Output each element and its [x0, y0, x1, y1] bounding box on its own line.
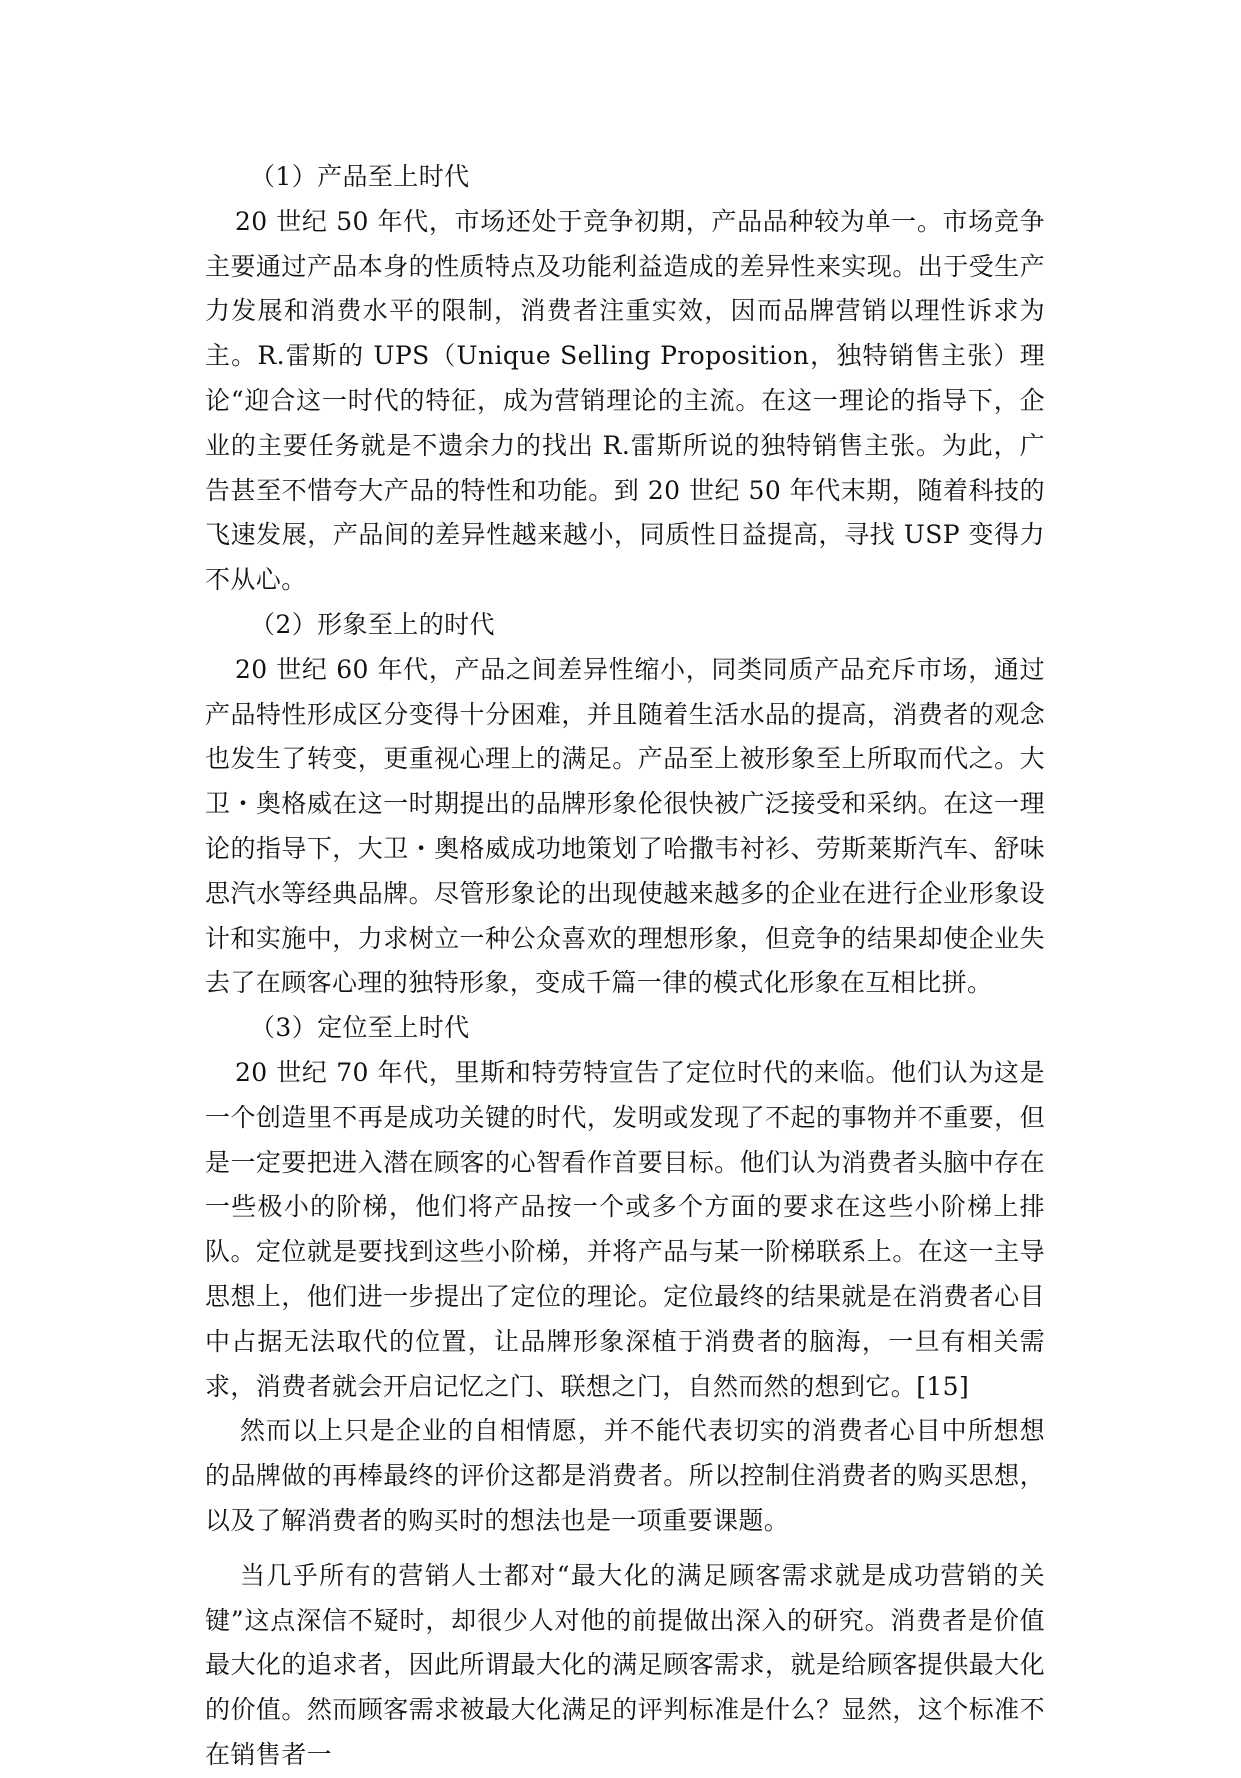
paragraph-product-era: 20 世纪 50 年代，市场还处于竞争初期，产品品种较为单一。市场竞争主要通过产品本身的性质特点及功能利益造成的差异性来实现。出于受生产力发展和消费水平的限制，消费者注重实效，因而品牌营销以理性诉求为主。R.雷斯的 UPS（Unique Selling Proposition，独特销售主张）理论“迎合这一时代的特征，成为营销理论的主流。在这一理论的指导下，企业的主要任务就是不遗余力的找出 R.雷斯所说的独特销售主张。为此，广告甚至不惜夸大产品的特性和功能。到 20 世纪 50 年代末期，随着科技的飞速发展，产品间的差异性越来越小，同质性日益提高，寻找 USP 变得力不从心。: [205, 206, 1045, 595]
section-heading-product-era: （1）产品至上时代: [250, 162, 470, 191]
document-body: [205, 155, 1045, 1778]
paragraph-positioning-era: 20 世纪 70 年代，里斯和特劳特宣告了定位时代的来临。他们认为这是一个创造里不再是成功关键的时代，发明或发现了不起的事物并不重要，但是一定要把进入潜在顾客的心智看作首要目标。他们认为消费者头脑中存在一些极小的阶梯，他们将产品按一个或多个方面的要求在这些小阶梯上排队。定位就是要找到这些小阶梯，并将产品与某一阶梯联系上。在这一主导思想上，他们进一步提出了定位的理论。定位最终的结果就是在消费者心目中占据无法取代的位置，让品牌形象深植于消费者的脑海，一旦有相关需求，消费者就会开启记忆之门、联想之门，自然而然的想到它。[15]: [205, 1057, 1045, 1401]
section-heading-image-era: （2）形象至上的时代: [250, 609, 495, 639]
paragraph-image-era: 20 世纪 60 年代，产品之间差异性缩小，同类同质产品充斥市场，通过产品特性形成区分变得十分困难，并且随着生活水品的提高，消费者的观念也发生了转变，更重视心理上的满足。产品至上被形象至上所取而代之。大卫・奥格威在这一时期提出的品牌形象伦很快被广泛接受和采纳。在这一理论的指导下，大卫・奥格威成功地策划了哈撒韦衬衫、劳斯莱斯汽车、舒味思汽水等经典品牌。尽管形象论的出现使越来越多的企业在进行企业形象设计和实施中，力求树立一种公众喜欢的理想形象，但竞争的结果却使企业失去了在顾客心理的独特形象，变成千篇一律的模式化形象在互相比拼。: [205, 654, 1045, 998]
paragraph-consumer-view: 然而以上只是企业的自相情愿，并不能代表切实的消费者心目中所想想的品牌做的再棒最终的评价这都是消费者。所以控制住消费者的购买思想，以及了解消费者的购买时的想法也是一项重要课题。: [205, 1416, 1045, 1535]
section-heading-positioning-era: （3）定位至上时代: [250, 1013, 470, 1043]
paragraph-customer-value: 当几乎所有的营销人士都对“最大化的满足顾客需求就是成功营销的关键”这点深信不疑时，却很少人对他的前提做出深入的研究。消费者是价值最大化的追求者，因此所谓最大化的满足顾客需求，就是给顾客提供最大化的价值。然而顾客需求被最大化满足的评判标准是什么？显然，这个标准不在销售者一: [205, 1560, 1045, 1769]
